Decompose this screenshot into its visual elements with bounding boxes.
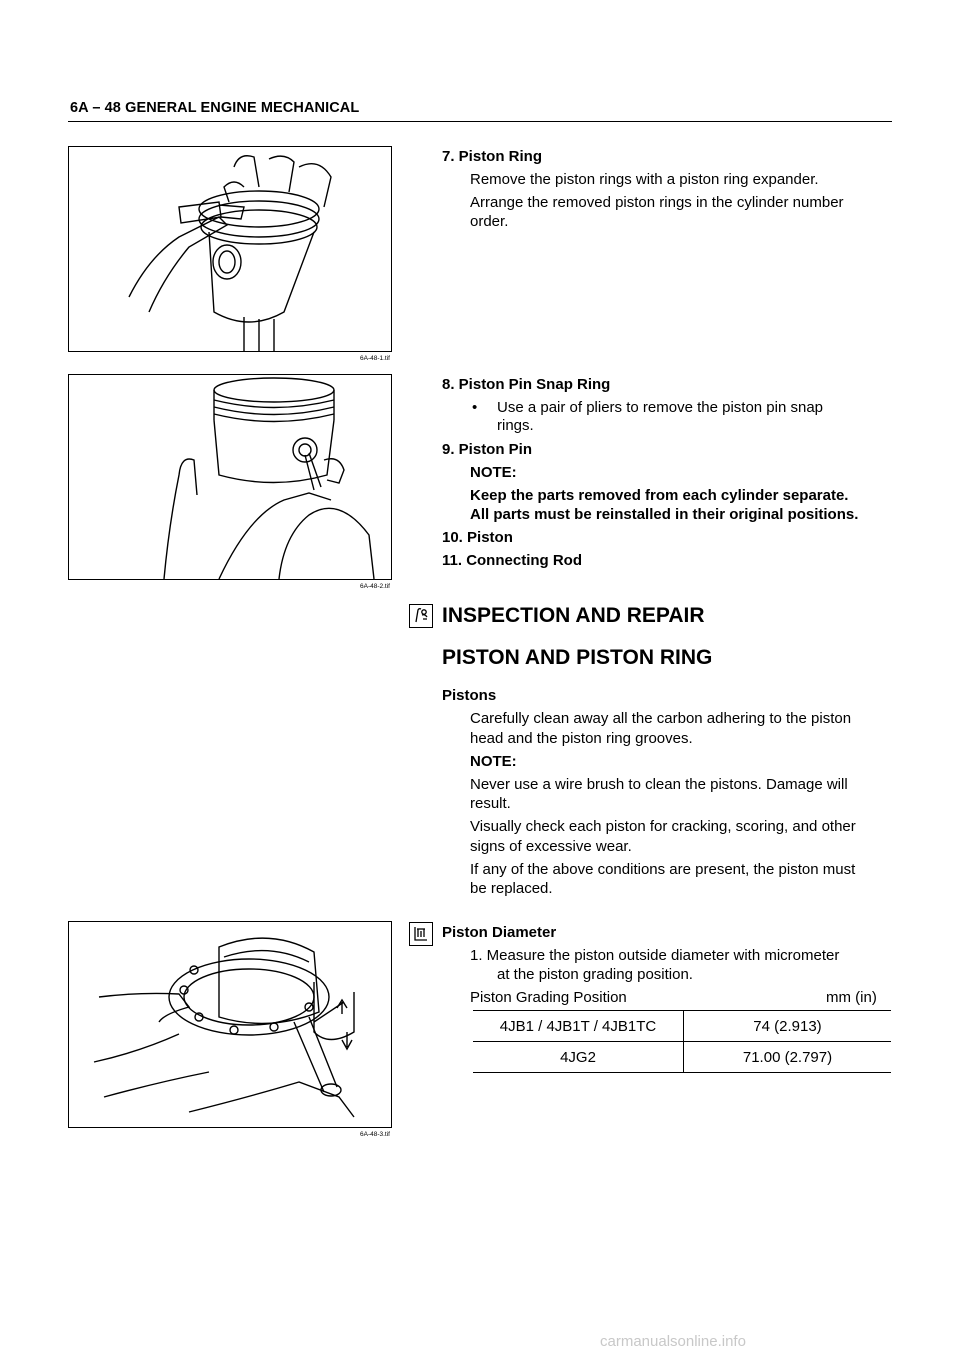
figure-caption: 6A-48-3.tif xyxy=(360,1131,390,1138)
piston-grading-table xyxy=(473,1010,891,1073)
table-unit: mm (in) xyxy=(826,989,877,1006)
note-label: NOTE: xyxy=(470,464,517,481)
step-8-heading: 8. Piston Pin Snap Ring xyxy=(442,376,611,393)
pistons-label: Pistons xyxy=(442,687,497,704)
page-header: 6A – 48 GENERAL ENGINE MECHANICAL xyxy=(70,100,360,116)
figure-caption: 6A-48-2.tif xyxy=(360,583,390,590)
diameter-step-text: at the piston grading position. xyxy=(497,966,693,983)
step-8-text: rings. xyxy=(497,417,534,434)
table-cell-model: 4JB1 / 4JB1T / 4JB1TC xyxy=(473,1011,684,1042)
figure-snap-ring-removal xyxy=(68,374,392,580)
inspection-text: Carefully clean away all the carbon adhering to the piston xyxy=(470,710,852,727)
piston-diameter-heading: Piston Diameter xyxy=(442,924,557,941)
inspection-text: signs of excessive wear. xyxy=(470,838,632,855)
table-cell-value: 74 (2.913) xyxy=(753,1017,822,1035)
header-rule xyxy=(68,121,892,122)
inspection-note-text: result. xyxy=(470,795,511,812)
inspection-text: head and the piston ring grooves. xyxy=(470,730,693,747)
step-8-text: Use a pair of pliers to remove the piston pin snap xyxy=(497,399,824,416)
step-9-heading: 9. Piston Pin xyxy=(442,441,533,458)
micrometer-illustration xyxy=(69,922,391,1127)
table-label: Piston Grading Position xyxy=(470,989,627,1006)
figure-piston-ring-removal xyxy=(68,146,392,352)
measurement-icon xyxy=(409,922,433,946)
step-10-heading: 10. Piston xyxy=(442,529,513,546)
step-7-text: Remove the piston rings with a piston ring expander. xyxy=(470,171,819,188)
step-7-text: order. xyxy=(470,213,509,230)
inspection-note-label: NOTE: xyxy=(470,753,517,770)
step-7-text: Arrange the removed piston rings in the cylinder number xyxy=(470,194,844,211)
step-11-heading: 11. Connecting Rod xyxy=(442,552,583,569)
table-cell-value: 71.00 (2.797) xyxy=(742,1048,833,1066)
section-title: INSPECTION AND REPAIR xyxy=(442,604,705,627)
figure-caption: 6A-48-1.tif xyxy=(360,355,390,362)
table-cell-model: 4JG2 xyxy=(473,1042,684,1073)
note-text: All parts must be reinstalled in their original positions. xyxy=(470,506,859,523)
inspection-icon xyxy=(409,604,433,628)
table-row xyxy=(473,1042,891,1073)
inspection-text: If any of the above conditions are present, the piston must xyxy=(470,861,856,878)
diameter-step-text: 1. Measure the piston outside diameter with micrometer xyxy=(470,947,840,964)
step-7-heading: 7. Piston Ring xyxy=(442,148,543,165)
table-row xyxy=(473,1011,891,1042)
snap-ring-illustration xyxy=(69,375,391,579)
section-subtitle: PISTON AND PISTON RING xyxy=(442,646,713,669)
inspection-text: be replaced. xyxy=(470,880,553,897)
figure-piston-diameter xyxy=(68,921,392,1128)
bullet-marker: • xyxy=(472,399,478,416)
inspection-text: Visually check each piston for cracking, scoring, and other xyxy=(470,818,856,835)
note-text: Keep the parts removed from each cylinder separate. xyxy=(470,487,849,504)
piston-ring-illustration xyxy=(69,147,391,351)
inspection-note-text: Never use a wire brush to clean the pistons. Damage will xyxy=(470,776,848,793)
footer-watermark: carmanualsonline.info xyxy=(600,1333,746,1350)
